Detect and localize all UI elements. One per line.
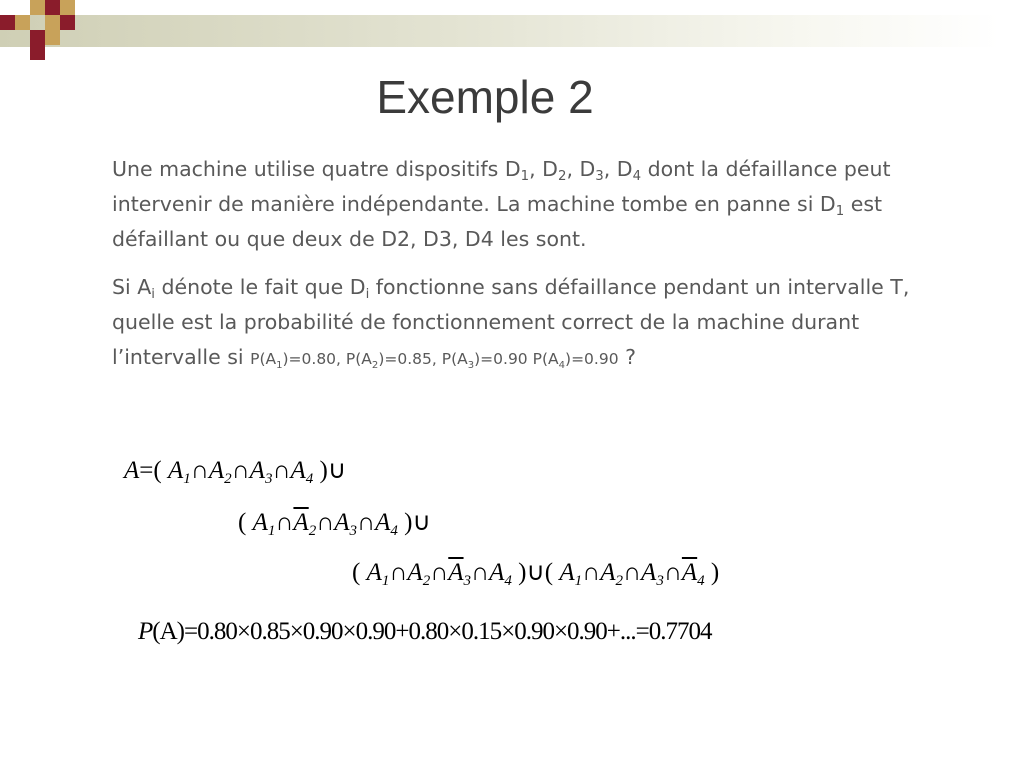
header-bar bbox=[0, 15, 1000, 47]
formula-line-2: ( $A_1\cap\overline{A}_2\cap A_3\cap A_4$ )∪ bbox=[238, 509, 431, 539]
paragraph-problem-statement: Une machine utilise quatre dispositifs $D_1$, $D_2$, $D_3$, $D_4$ dont la défaillance peut intervenir de manière indépendante. La machine tombe en panne si $D_1$ est défaillant ou que deux de D2, D3, D4 les sont. bbox=[112, 157, 891, 251]
paragraph-question: Si $A_i$ dénote le fait que $D_i$ fonctionne sans défaillance pendant un intervalle T, quelle est la probabilité de fonctionnement correct de la machine durant l’intervalle si $P(A_1)=0.80$, $P(A_2)=0.85$, $P(A_3)=0.90$ $P(A_4)=0.90$ ? bbox=[112, 275, 910, 371]
probability-values: $P(A_1)=0.80$, $P(A_2)=0.85$, $P(A_3)=0.90$ $P(A_4)=0.90$ bbox=[250, 350, 619, 371]
probability-computation: P(A)=0.80×0.85×0.90×0.90+0.80×0.15×0.90×0.90+...=0.7704 bbox=[138, 618, 712, 645]
slide-title: Exemple 2 bbox=[376, 71, 594, 123]
formula-line-1: A=( $A_1\cap A_2\cap A_3\cap A_4$ )∪ bbox=[124, 457, 347, 487]
formula-line-3: ( $A_1\cap A_2\cap\overline{A}_3\cap A_4$ )∪( $A_1\cap A_2\cap A_3\cap\overline{A}_4$ ) bbox=[352, 559, 720, 589]
